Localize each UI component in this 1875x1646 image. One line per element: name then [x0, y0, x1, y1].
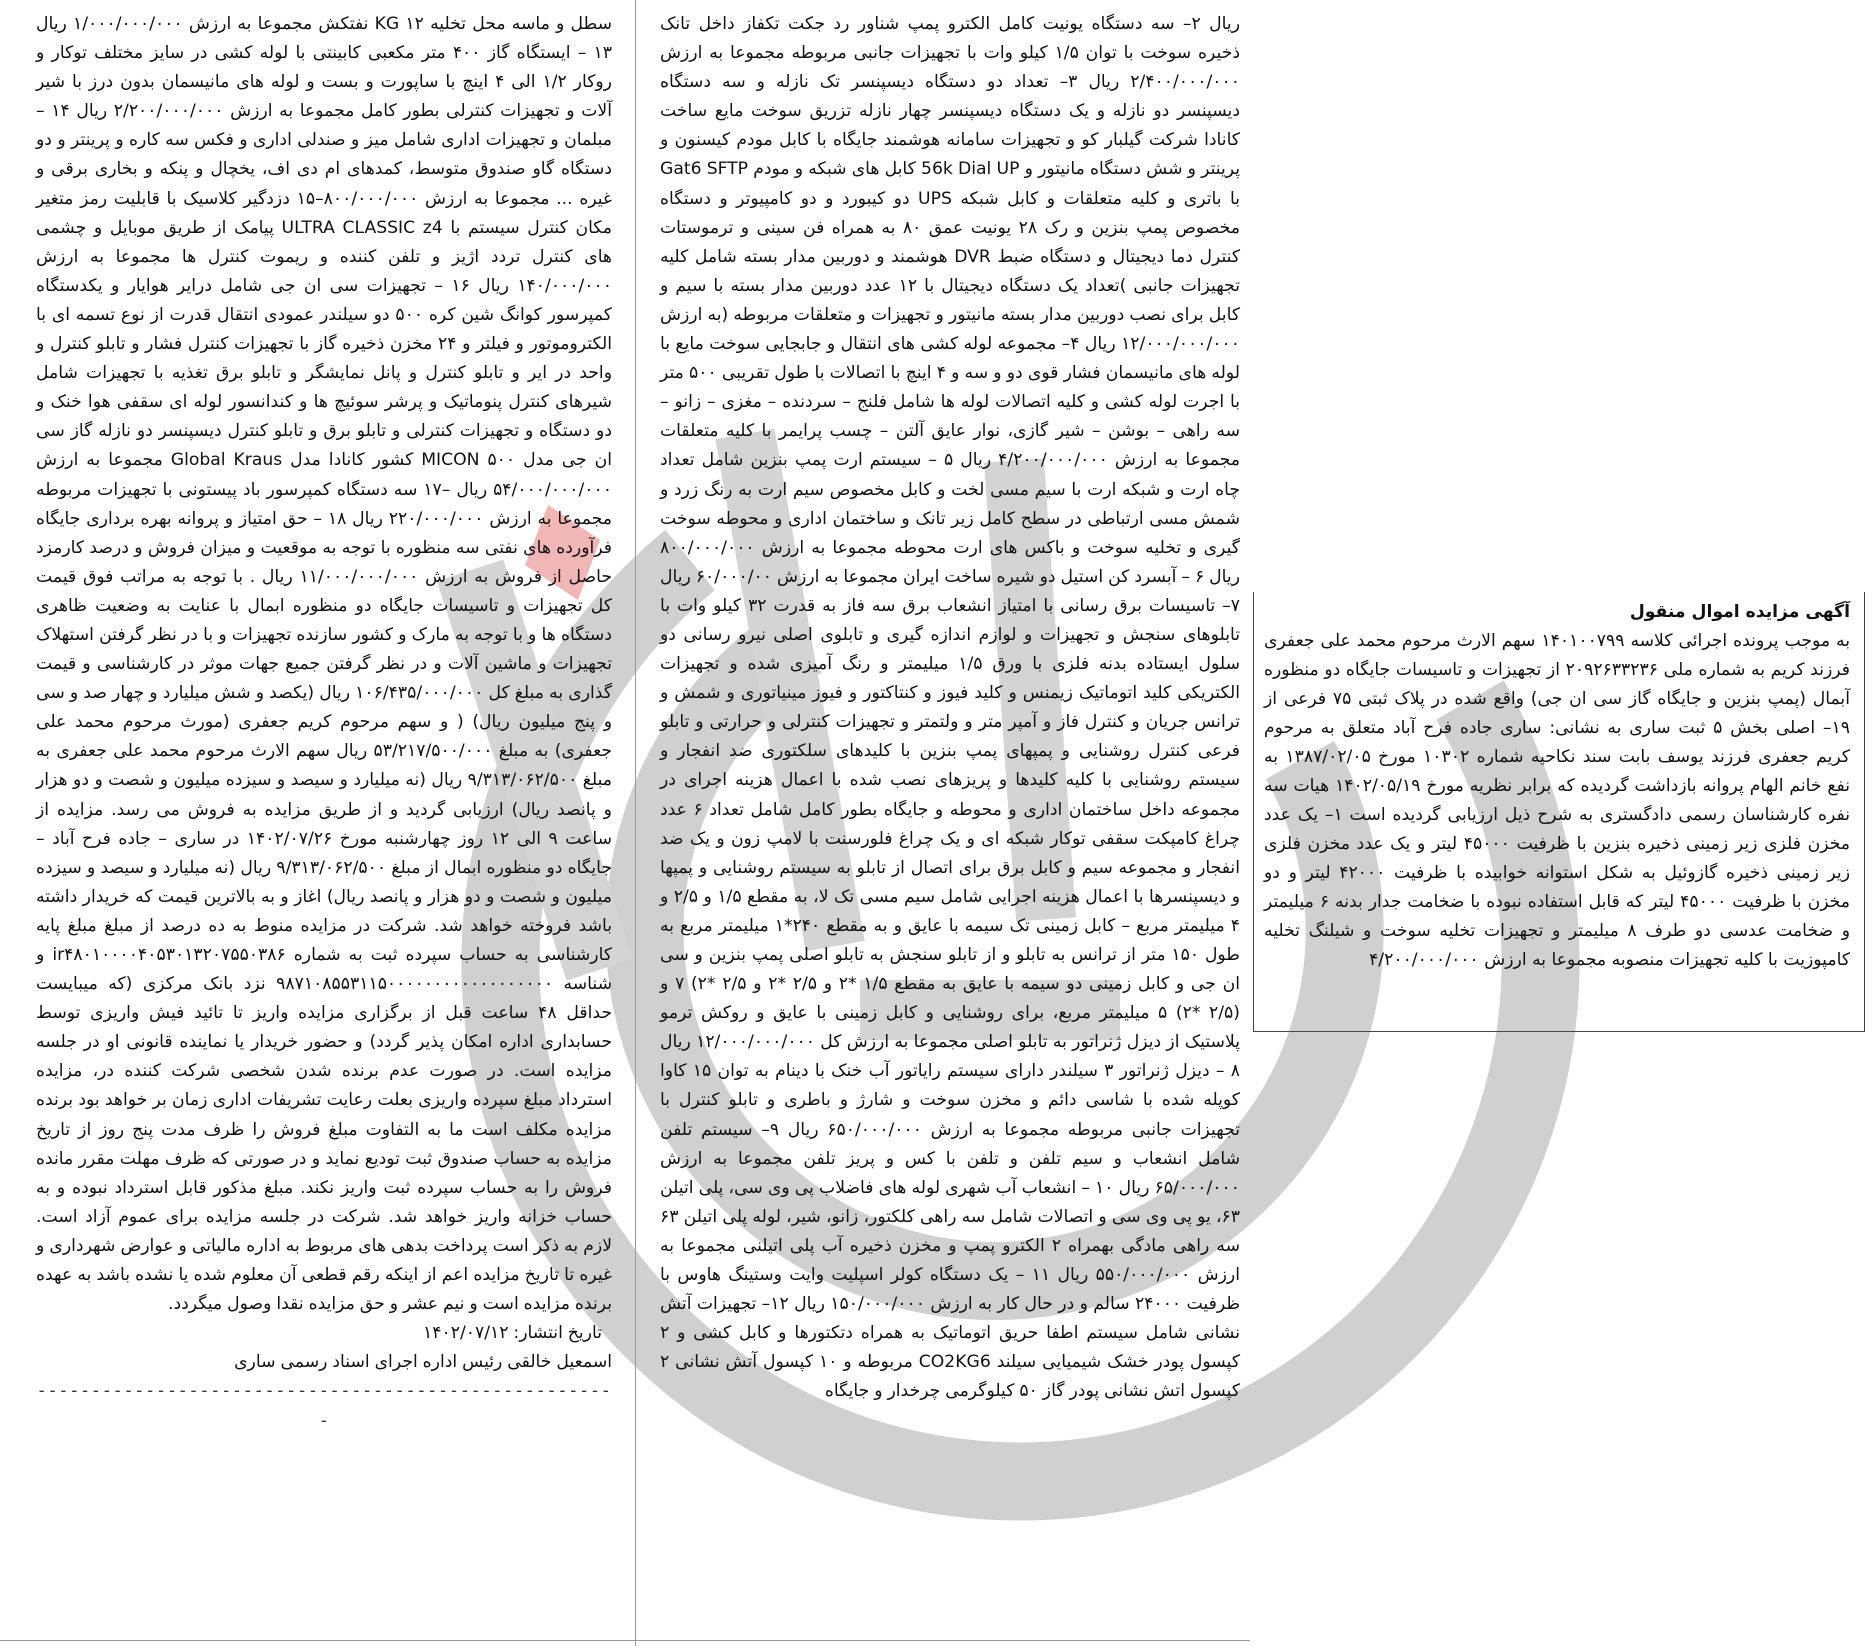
- signature-line: اسمعیل خالقی رئیس اداره اجرای اسناد رسمی ساری: [234, 1352, 612, 1373]
- left-column-text: سطل و ماسه محل تخلیه KG ۱۲ نفتکش مجموعا به ارزش ۱/۰۰۰/۰۰۰/۰۰۰ ریال ۱۳ – ایستگاه گاز ۴۰۰ متر مکعبی کابینتی با لوله کشی در سایز مختلف توکار و روکار ۱/۲ الی ۴ اینچ با ساپورت و بست و لوله های مانیسمان بدون درز با شیر آلات و تجهیزات کنترلی بطور کامل مجموعا به ارزش ۲/۲۰۰/۰۰۰/۰۰۰ ریال ۱۴ – مبلمان و تجهیزات اداری شامل میز و صندلی اداری و فکس سه کاره و پرینتر و دو دستگاه گاو صندوق متوسط، کمدهای ام دی اف، یخچال و پنکه و بخاری برقی و غیره ... مجموعا به ارزش ۸۰۰/۰۰۰/۰۰۰–۱۵ دزدگیر کلاسیک با قابلیت رمز متغیر مکان کنترل سیستم با ULTRA CLASSIC z4 پیامک از طریق موبایل و چشمی های کنترل تردد اژیز و تلفن کننده و ریموت کنترل ها مجموعا به ارزش ۱۴۰/۰۰۰/۰۰۰ ریال ۱۶ – تجهیزات سی ان جی شامل درایر هوایار و یکدستگاه کمپرسور کوانگ شین کره ۵۰۰ دو سیلندر عمودی انتقال قدرت از نوع تسمه ای با الکتروموتور و فیلتر و ۲۴ مخزن ذخیره گاز با تجهیزات کنترل فشار و تابلو کنترل و واحد در ایر و تابلو کنترل و پانل نمایشگر و تابلو برق تغذیه با تجهیزات شامل شیرهای کنترل پنوماتیک و پرشر سوئیچ ها و کندانسور لوله ای سقفی هوا خنک و دو دستگاه و تجهیزات کنترلی و تابلو برق و تابلو کنترل دیسپنسر دو نازله گاز سی ان جی مدل ۵۰۰ MICON کشور کانادا مدل Global Kraus مجموعا به ارزش ۵۴/۰۰۰/۰۰۰/۰۰۰ ریال –۱۷ سه دستگاه کمپرسور باد پیستونی با تجهیزات مربوطه مجموعا به ارزش ۲۲۰/۰۰۰/۰۰۰ ریال ۱۸ – حق امتیاز و پروانه بهره برداری جایگاه فرآورده های نفتی سه منظوره با توجه به موقعیت و میزان فروش و درصد کارمزد حاصل از فروش به ارزش ۱۱/۰۰۰/۰۰۰/۰۰۰ ریال . با توجه به مراتب فوق قیمت کل تجهیزات و تاسیسات جایگاه دو منظوره ابمال با عنایت به وضعیت ظاهری دستگاه ها و با توجه به مارک و کشور سازنده تجهیزات و با در نظر گرفتن استهلاک تجهیزات و ماشین آلات و در نظر گرفتن جمیع جهات موثر در کارشناسی و قیمت گذاری به مبلغ کل ۱۰۶/۴۳۵/۰۰۰/۰۰۰ ریال (یکصد و شش میلیارد و چهار صد و سی و پنج میلیون ریال) ( و سهم مرحوم کریم جعفری (مورث مرحوم محمد علی جعفری) به مبلغ ۵۳/۲۱۷/۵۰۰/۰۰۰ ریال سهم الارث مرحوم محمد علی جعفری به مبلغ ۹/۳۱۳/۰۶۲/۵۰۰ ریال (نه میلیارد و سیصد و سیزده میلیون و شصت و دو هزار و پانصد ریال) ارزیابی گردید و از طریق مزایده به فروش می رسد. مزایده از ساعت ۹ الی ۱۲ روز چهارشنبه مورخ ۱۴۰۲/۰۷/۲۶ در ساری – جاده فرح آباد – جایگاه دو منظوره ابمال از مبلغ ۹/۳۱۳/۰۶۲/۵۰۰ ریال (نه میلیارد و سیصد و سیزده میلیون و شصت و دو هزار و پانصد ریال) اغاز و به بالاترین قیمت که خریدار داشته باشد فروخته خواهد شد. شرکت در مزایده منوط به ده درصد از مبلغ مبلغ پایه کارشناسی به حساب سپرده ثبت به شماره ir۴۸۰۱۰۰۰۰۴۰۵۳۰۱۳۲۰۷۵۵۰۳۸۶ و شناسه ۹۸۷۱۰۸۵۵۳۱۱۵۰۰۰۰۰۰۰۰۰۰۰۰۰۰۰۰۰۰ نزد بانک مرکزی (که میبایست حداقل ۴۸ ساعت قبل از برگزاری مزایده واریز تا تائید فیش واریزی توسط حسابداری اداره امکان پذیر گردد) و حضور خریدار یا نماینده قانونی او در جلسه مزایده است. در صورت عدم برنده شدن شخصی شرکت کننده در، مزایده استرداد مبلغ سپرده واریزی بعلت رعایت تشریفات اداری زمان بر خواهد بود برنده مزایده مکلف است ما به التفاوت مبلغ فروش را ظرف مدت پنج روز از تاریخ مزایده به حساب صندوق ثبت تودیع نماید و در صورتی که ظرف مهلت مقرر مانده فروش را به حساب سپرده ثبت واریز نکند. مبلغ مذکور قابل استرداد نبوده و به حساب خزانه واریز خواهد شد. شرکت در جلسه مزایده برای عموم آزاد است. لازم به ذکر است پرداخت بدهی های مربوط به اداره مالیاتی و عوارض شهرداری و غیره تا تاریخ مزایده اعم از اینکه رقم قطعی آن معلوم شده یا نشده باشد به عهده برنده مزایده است و نیم عشر و حق مزایده نقدا وصول میگردد.: [36, 14, 613, 1315]
- auction-notice-box: [1253, 592, 1865, 1032]
- notice-intro-text: به موجب پرونده اجرائی کلاسه ۱۴۰۱۰۰۷۹۹ سهم الارث مرحوم محمد علی جعفری فرزند کریم به شماره ملی ۲۰۹۲۶۳۳۲۳۶ از تجهیزات و تاسیسات جایگاه دو منظوره آبمال (پمپ بنزین و جایگاه گاز سی ان جی) واقع شده در پلاک ثبتی ۷۵ فرعی از ۱۹– اصلی بخش ۵ ثبت ساری به نشانی: ساری جاده فرح آباد متعلق به مرحوم کریم جعفری فرزند یوسف بابت سند نکاحیه شماره ۱۰۳۰۲ مورخ ۱۳۸۷/۰۲/۰۵ به نفع خانم الهام پروانه بازداشت گردیده که برابر نظریه مورخ ۱۴۰۲/۰۵/۱۹ هیات سه نفره کارشناسان رسمی دادگستری به شرح ذیل ارزیابی گردیده است ۱– یک عدد مخزن فلزی زیر زمینی ذخیره بنزین با ظرفیت ۴۵۰۰۰ لیتر و یک عدد مخزن فلزی زیر زمینی ذخیره گازوئیل به شکل استوانه خوابیده با ظرفیت ۴۲۰۰۰ لیتر و دو مخزن با ظرفیت ۴۵۰۰۰ لیتر که قابل استفاده نبوده با ضخامت جدار بدنه ۶ میلیمتر و ضخامت عدسی دو طرف ۸ میلیمتر و تجهیزات تخلیه سوخت و شیلنگ تخلیه کامپوزیت با کلیه تجهیزات منصوبه مجموعا به ارزش ۴/۲۰۰/۰۰۰/۰۰۰: [1264, 631, 1851, 970]
- bottom-rule: [0, 1640, 1250, 1641]
- column-divider: [635, 0, 636, 1646]
- middle-column: [660, 10, 1240, 1407]
- dashed-rule: ------------------------------------------------------: [36, 1381, 612, 1431]
- notice-title: آگهی مزایده اموال منقول: [1629, 602, 1850, 622]
- left-column: [36, 10, 612, 1436]
- middle-column-text: ریال ۲– سه دستگاه یونیت کامل الکترو پمپ شناور رد جکت تکفاز داخل تانک ذخیره سوخت با توان ۱/۵ کیلو وات با تجهیزات جانبی مربوطه مجموعا به ارزش ۲/۴۰۰/۰۰۰/۰۰۰ ریال ۳– تعداد دو دستگاه دیسپنسر تک نازله و سه دستگاه دیسپنسر دو نازله و یک دستگاه دیسپنسر چهار نازله تزریق سوخت مایع ساخت کانادا شرکت گیلبار کو و تجهیزات سامانه هوشمند جایگاه با کابل مودم کیسنون و پرینتر و شش دستگاه مانیتور و 56k Dial UP کابل های شبکه و مودم Gat6 SFTP با باتری و کلیه متعلقات و کابل شبکه UPS دو کیبورد و دو کامپیوتر و دستگاه مخصوص پمپ بنزین و رک ۲۸ یونیت عمق ۸۰ به همراه فن سینی و ترموستات کنترل دما دیجیتال و دستگاه ضبط DVR هوشمند و دوربین مدار بسته شامل کلیه تجهیزات جانبی )تعداد یک دستگاه دیجیتال با ۱۲ عدد دوربین مدار بسته با سیم و کابل برای نصب دوربین مدار بسته مانیتور و تجهیزات و متعلقات مربوطه (به ارزش ۱۲/۰۰۰/۰۰۰/۰۰۰ ریال ۴– مجموعه لوله کشی های انتقال و جابجایی سوخت مایع با لوله های مانیسمان فشار قوی دو و سه و ۴ اینچ با اتصالات با طول تقریبی ۵۰۰ متر با اجرت لوله کشی و کلیه اتصالات لوله ها شامل فلنج – سردنده – مغزی – زانو – سه راهی – بوشن – شیر گازی، نوار عایق آلتن – چسب پرایمر با کلیه متعلقات مجموعا به ارزش ۴/۲۰۰/۰۰۰/۰۰۰ ریال ۵ – سیستم ارت پمپ بنزین شامل تعداد چاه ارت و شبکه ارت با سیم مسی لخت و کابل مخصوص سیم ارت به رنگ زرد و شمش مسی ارتباطی در سطح کامل زیر تانک و ساختمان اداری و محوطه سوخت گیری و تخلیه سوخت و باکس های ارت محوطه مجموعا به ارزش ۸۰۰/۰۰۰/۰۰۰ ریال ۶ – آبسرد کن استیل دو شیره ساخت ایران مجموعا به ارزش ۶۰/۰۰۰/۰۰ ریال ۷– تاسیسات برق رسانی با امتیاز انشعاب برق سه فاز به قدرت ۳۲ کیلو وات با تابلوهای سنجش و تجهیزات و لوازم اندازه گیری و تابلوی اصلی نیرو رسانی دو سلول ایستاده بدنه فلزی با ورق ۱/۵ میلیمتر و رنگ آمیزی شده و تجهیزات الکتریکی کلید اتوماتیک زیمنس و کلید فیوز و کنتاکتور و فیوز مینیاتوری و شمش و ترانس جریان و کنترل فاز و آمپر متر و ولتمتر و تجهیزات کنترلی و حرارتی و تابلو فرعی کنترل روشنایی و پمپهای پمپ بنزین با کلیدهای سلکتوری ضد انفجار و سیستم روشنایی با کلیه کلیدها و پریزهای نصب شده با اعمال هزینه اجرای در مجموعه داخل ساختمان اداری و محوطه و جایگاه بطور کامل شامل تعداد ۶ عدد چراغ کامپکت سقفی توکار شبکه ای و یک چراغ فلورسنت با لامپ زون و یک ضد انفجار و مجموعه سیم و کابل برق برای اتصال از تابلو به سیستم روشنایی و پمپها و دیسپنسرها با اعمال هزینه اجرایی شامل سیم مسی تک لا، به مقطع ۱/۵ و ۲/۵ و ۴ میلیمتر مربع – کابل زمینی تک سیمه با عایق و به مقطع ۲۴۰*۱ میلیمتر مربع به طول ۱۵۰ متر از ترانس به تابلو و از تابلو سنجش به تابلو اصلی پمپ بنزین و سی ان جی و کابل زمینی دو سیمه با عایق به مقطع ۱/۵ *۲ و ۲/۵ *۲ و ۲/۵ *۲) ۷ و (۲/۵ *۲) ۵ میلیمتر مربع، برای روشنایی و کابل زمینی با عایق و روکش ترمو پلاستیک از دیزل ژنراتور به تابلو اصلی مجموعا به ارزش کل ۱۲/۰۰۰/۰۰۰/۰۰۰ ریال ۸ – دیزل ژنراتور ۳ سیلندر دارای سیستم رایاتور آب خنک با دینام به توان ۱۵ کاوا کوپله شده با شاسی دائم و مخزن سوخت و شارژ و باطری و تابلو کنترل با تجهیزات جانبی مربوطه مجموعا به ارزش ۶۵۰/۰۰۰/۰۰۰ ریال ۹– سیستم تلفن شامل انشعاب و سیم تلفن و تلفن با کس و پریز تلفن مجموعا به ارزش ۶۵/۰۰۰/۰۰۰ ریال ۱۰ – انشعاب آب شهری لوله های فاضلاب پی وی سی، پلی اتیلن ۶۳، یو پی وی سی و اتصالات شامل سه راهی کلکتور، زانو، شیر، لوله پلی اتیلن ۶۳ سه راهی مادگی بهمراه ۲ الکترو پمپ و مخزن ذخیره آب پلی اتیلنی مجموعا به ارزش ۵۵۰/۰۰۰/۰۰۰ ریال ۱۱ – یک دستگاه کولر اسپلیت وایت وستینگ هاوس با ظرفیت ۲۴۰۰۰ سالم و در حال کار به ارزش ۱۵۰/۰۰۰/۰۰۰ ریال ۱۲– تجهیزات آتش نشانی شامل سیستم اطفا حریق اتوماتیک به همراه دتکتورها و کابل کشی و ۲ کپسول پودر خشک شیمیایی سیلند CO2KG6 مربوطه و ۱۰ کپسول آتش نشانی ۲ کپسول اتش نشانی پودر گاز ۵۰ کیلوگرمی چرخدار و جایگاه: [660, 14, 1241, 1402]
- signature-block: [36, 1319, 612, 1435]
- publish-date: تاریخ انتشار: ۱۴۰۲/۰۷/۱۲: [423, 1323, 602, 1344]
